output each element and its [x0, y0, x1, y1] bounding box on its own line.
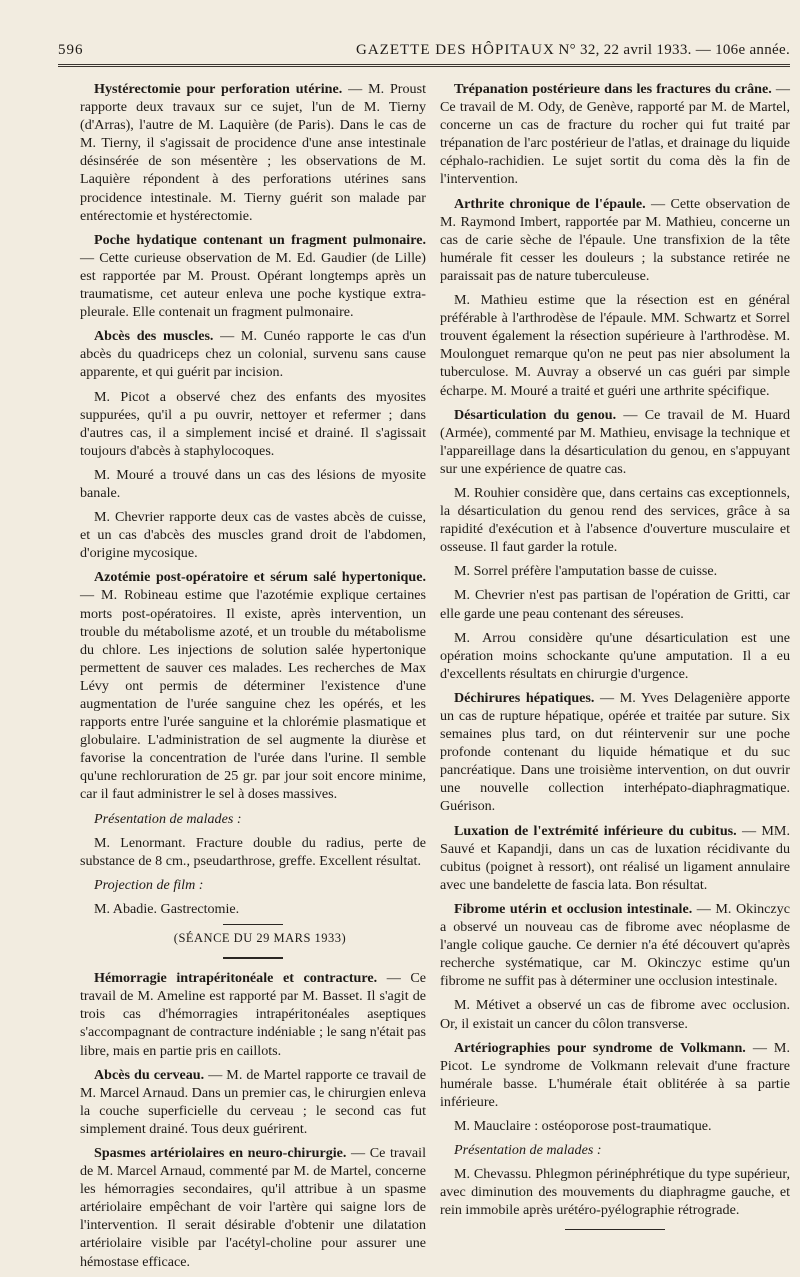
article-paragraph	[80, 327, 426, 381]
article-title: Spasmes artériolaires en neuro-chirurgie.	[94, 1144, 347, 1161]
article-text: M. Métivet a observé un cas de fibrome avec occlusion. Or, il existait un cancer du côlon transverse.	[440, 997, 790, 1032]
left-projection-heading: Projection de film :	[94, 876, 204, 893]
article-paragraph	[440, 1117, 790, 1135]
article-title: Fibrome utérin et occlusion intestinale.	[454, 900, 693, 917]
right-presentation-text: M. Chevassu. Phlegmon périnéphrétique du type supérieur, avec diminution des mouvements du diaphragme gauche, et rein immobile après urétéro-pyélographie rétrograde.	[440, 1166, 790, 1219]
article-paragraph	[440, 586, 790, 622]
article-text: — Cette observation de M. Raymond Imbert, rapportée par M. Mathieu, concerne un cas de carie sèche de l'épaule. Une transfixion de la tête humérale fit cesser les douleurs ; la substance retirée ne paraissait pas de nature tuberculeuse.	[440, 195, 790, 284]
page-header	[58, 40, 790, 62]
article-title: Azotémie post-opératoire et sérum salé hypertonique.	[94, 569, 426, 586]
article-paragraph	[440, 900, 790, 990]
article-text: — M. Robineau estime que l'azotémie explique certaines morts post-opératoires. Il existe, après intervention, un trouble du métabolisme azoté, et un trouble du métabolisme du chlore. Les injections de solution salée hypertonique permettent de sauver ces malades. Les recherches de Max Lévy ont permis de déterminer l'existence d'une augmentation de l'urée sanguine chez les opérés, et les rapports entre l'urée sanguine et la chlorémie plasmatique et globulaire. L'administration de sel augmente la diurèse et favorise la concentration de l'urée dans l'urine. Il semble qu'une rechloruration de 25 gr. par jour soit encore minime, car il faut administrer le sel à doses massives.	[80, 587, 426, 803]
article-paragraph	[80, 466, 426, 502]
article-text: — Ce travail de M. Huard (Armée), commenté par M. Mathieu, envisage la technique et l'appareillage dans la désarticulation du genou, en s'appuyant sur une expérience de quatre cas.	[440, 406, 790, 477]
page-number: 596	[58, 42, 84, 58]
article-text: M. Mathieu estime que la résection est en général préférable à l'arthrodèse de l'épaule. MM. Schwartz et Sorrel trouvent également la résection supérieure à l'arthrodèse. M. Moulonguet remarque qu'on ne peut pas nier absolument la tuberculose. M. Auvray a observé un cas guéri par simple écharpe. M. Mouré a traité et guéri une arthrite spécifique.	[440, 292, 790, 399]
article-paragraph	[440, 1039, 790, 1111]
left-articles-2	[80, 969, 426, 1271]
article-paragraph	[80, 969, 426, 1059]
article-paragraph	[440, 629, 790, 683]
left-presentation-text: M. Lenormant. Fracture double du radius, perte de substance de 8 cm., pseudarthrose, greffe. Excellent résultat.	[80, 834, 426, 869]
issue-info: N° 32, 22 avril 1933. — 106e année.	[558, 42, 790, 58]
article-paragraph	[80, 508, 426, 562]
article-title: Hémorragie intrapéritonéale et contracture.	[94, 970, 378, 987]
section-rule	[223, 924, 283, 925]
article-title: Luxation de l'extrémité inférieure du cubitus.	[454, 822, 737, 839]
article-text: — M. Yves Delagenière apporte un cas de rupture hépatique, opérée et traitée par suture. Six semaines plus tard, on dut réintervenir sur une poche profonde contenant du liquide hématique et du suc pancréatique. Dans une troisième intervention, on dut ouvrir une nouvelle collection interhépato-diaphragmatique. Guérison.	[440, 689, 790, 815]
left-presentation-heading: Présentation de malades :	[94, 810, 242, 827]
seance-heading: (SÉANCE DU 29 MARS 1933)	[173, 931, 347, 946]
article-text: M. Mouré a trouvé dans un cas des lésions de myosite banale.	[80, 466, 426, 501]
article-text: — M. Cunéo rapporte le cas d'un abcès du quadriceps chez un colonial, survenu sans cause apparente, et qui guérit par incision.	[80, 328, 426, 381]
article-text: M. Arrou considère qu'une désarticulation est une opération moins schockante qu'une amputation. Il a eu d'excellents résultats en chirurgie d'urgence.	[440, 629, 790, 682]
right-articles	[440, 80, 790, 1135]
article-text: — MM. Sauvé et Kapandji, dans un cas de luxation récidivante du cubitus (poignet à ressort), ont réalisé un ligament annulaire avec une bandelette de fascia lata. Bon résultat.	[440, 822, 790, 893]
article-text: M. Picot a observé chez des enfants des myosites suppurées, qu'il a pu ouvrir, nettoyer et refermer ; dans d'autres cas, il a simplement incisé et drainé. Il s'agissait toujours d'abcès à staphylocoques.	[80, 388, 426, 459]
article-paragraph	[440, 562, 790, 580]
article-title: Désarticulation du genou.	[454, 406, 617, 423]
article-text: M. Chevrier n'est pas partisan de l'opération de Gritti, car elle garde une peau contenant des séreuses.	[440, 587, 790, 622]
header-rule	[58, 64, 790, 67]
end-rule	[565, 1229, 665, 1230]
article-text: — M. Okinczyc a observé un nouveau cas de fibrome avec néoplasme de l'angle colique gauche. Ce dernier n'a été découvert qu'après recherche systématique, car M. Okinczyc estime qu'un fibrome ne suffit pas à déterminer une occlusion intestinale.	[440, 900, 790, 990]
article-paragraph	[80, 388, 426, 460]
article-title: Abcès des muscles.	[94, 328, 214, 345]
right-presentation-heading: Présentation de malades :	[454, 1142, 602, 1159]
journal-title: GAZETTE DES HÔPITAUX	[356, 42, 555, 58]
article-paragraph	[440, 80, 790, 189]
article-title: Arthrite chronique de l'épaule.	[454, 195, 646, 212]
article-title: Trépanation postérieure dans les fractures du crâne.	[454, 81, 772, 97]
left-articles	[80, 80, 426, 804]
right-column	[440, 80, 790, 1230]
article-text: — M. de Martel rapporte ce travail de M. Marcel Arnaud. Dans un premier cas, le chirurgien enleva la couche superficielle du cerveau ; le second cas fut simplement drainé. Tous deux guérirent.	[80, 1066, 426, 1137]
article-text: — M. Proust rapporte deux travaux sur ce sujet, l'un de M. Tierny (d'Arras), l'autre de M. Laquière (de Paris). Dans le cas de M. Tierny, il s'agissait de procidence d'une anse intestinale désinsérée de son mésentère ; les observations de M. Laquière répondent à des perforations utérines sans procidence intestinale. M. Tierny guérit son malade par entérectomie et hystérectomie.	[80, 81, 426, 224]
article-text: — Ce travail de M. Ody, de Genève, rapporté par M. de Martel, concerne un cas de fracture du rocher qui fut traité par trépanation de l'arc postérieur de l'atlas, et drainage du liquide céphalo-rachidien. Le sujet sortit du coma dès la fin de l'intervention.	[440, 81, 790, 188]
left-column	[80, 80, 426, 1277]
article-text: — Ce travail de M. Ameline est rapporté par M. Basset. Il s'agit de trois cas d'hémorragies intrapéritonéales aseptiques s'accompagnant de contracture indéniable ; le sang n'était pas libre, mais en partie pris en caillots.	[80, 970, 427, 1059]
article-text: M. Chevrier rapporte deux cas de vastes abcès de cuisse, et un cas d'abcès des muscles grand droit de l'abdomen, d'origine mycosique.	[80, 509, 426, 562]
article-text: — Ce travail de M. Marcel Arnaud, commenté par M. de Martel, concerne les hémorragies secondaires, qu'il attribue à un spasme artériolaire empêchant de voir l'artère qui saigne lors de l'intervention. Il serait désirable d'obtenir une dilatation artériolaire visible par l'acétyl-choline pour assurer une hémostase efficace.	[80, 1144, 426, 1270]
left-projection-text: M. Abadie. Gastrectomie.	[94, 900, 240, 917]
article-paragraph	[440, 484, 790, 556]
article-paragraph	[440, 996, 790, 1032]
article-title: Abcès du cerveau.	[94, 1066, 205, 1083]
article-title: Artériographies pour syndrome de Volkmann.	[454, 1039, 746, 1056]
article-paragraph	[80, 231, 426, 321]
article-paragraph	[80, 1144, 426, 1271]
article-text: — M. Picot. Le syndrome de Volkmann relevait d'une fracture humérale basse. L'humérale était oblitérée à sa partie inférieure.	[440, 1039, 790, 1110]
article-paragraph	[440, 291, 790, 400]
article-text: M. Rouhier considère que, dans certains cas exceptionnels, la désarticulation du genou rend des services, grâce à sa rapidité d'exécution et à l'absence d'ouverture musculaire et osseuse. Il faut garder la rotule.	[440, 484, 790, 556]
article-text: — Cette curieuse observation de M. Ed. Gaudier (de Lille) est rapportée par M. Proust. Opérant longtemps après un traumatisme, cet auteur enleva une poche kystique extra-pleurale. Elle contenait un fragment pulmonaire.	[80, 249, 426, 321]
article-text: M. Mauclaire : ostéoporose post-traumatique.	[454, 1117, 712, 1134]
article-title: Déchirures hépatiques.	[454, 689, 595, 706]
article-paragraph	[80, 80, 426, 225]
article-title: Hystérectomie pour perforation utérine.	[94, 81, 343, 97]
article-paragraph	[440, 195, 790, 285]
article-paragraph	[80, 568, 426, 803]
short-rule	[223, 957, 283, 959]
article-paragraph	[440, 689, 790, 816]
article-paragraph	[440, 822, 790, 894]
article-paragraph	[440, 406, 790, 478]
article-paragraph	[80, 1066, 426, 1138]
article-text: M. Sorrel préfère l'amputation basse de cuisse.	[454, 563, 718, 580]
article-title: Poche hydatique contenant un fragment pulmonaire.	[94, 231, 426, 248]
